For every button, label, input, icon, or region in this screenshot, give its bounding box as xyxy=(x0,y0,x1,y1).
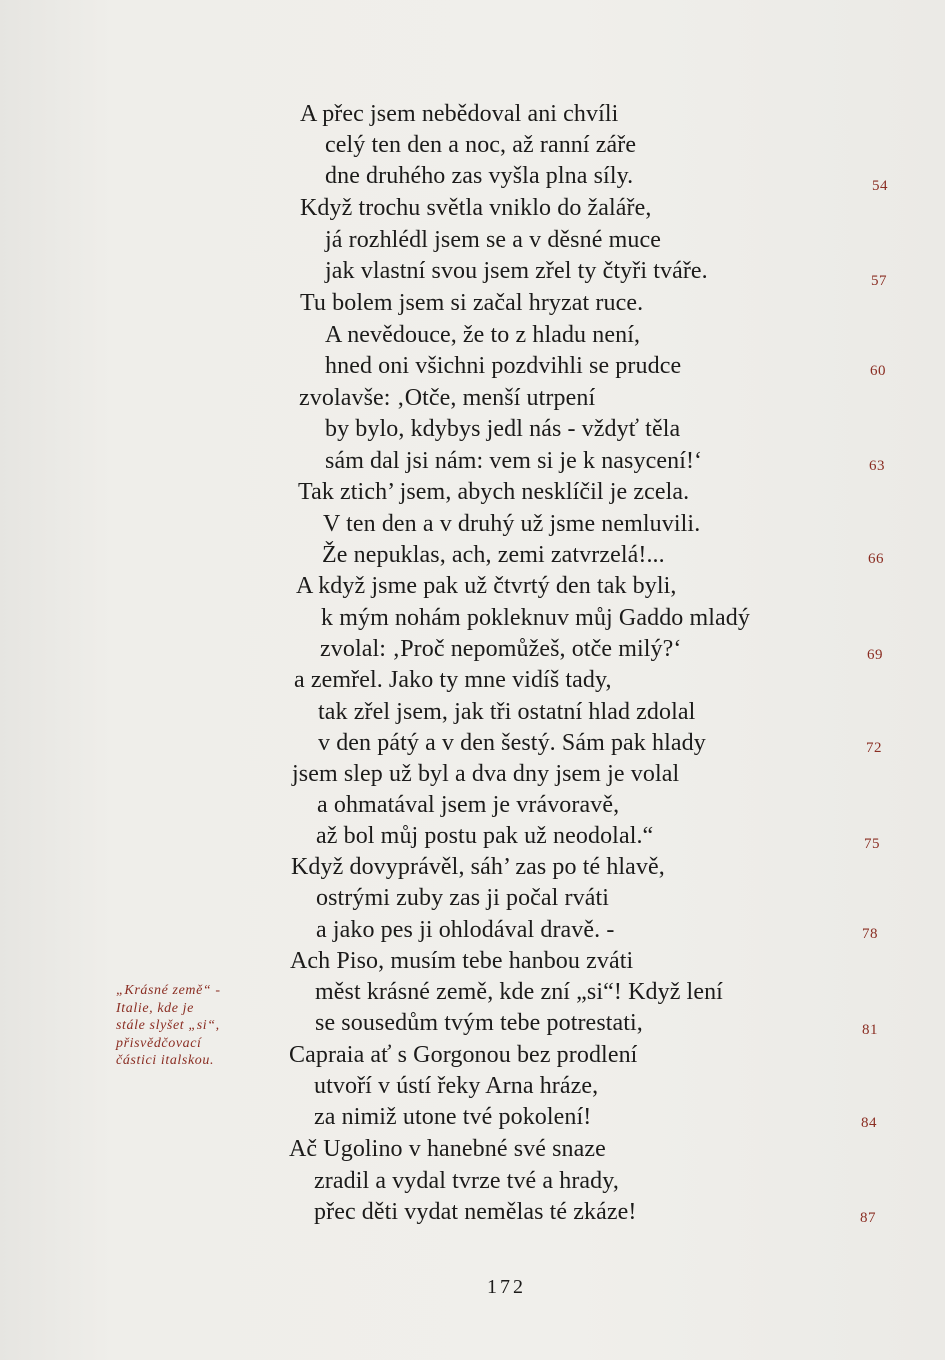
verse-line: jak vlastní svou jsem zřel ty čtyři tváře. xyxy=(325,258,708,284)
line-number: 78 xyxy=(862,926,878,942)
margin-note-line: přisvědčovací xyxy=(116,1035,202,1051)
line-number: 75 xyxy=(864,836,880,852)
margin-note-line: částici italskou. xyxy=(116,1053,215,1069)
verse-line: a zemřel. Jako ty mne vidíš tady, xyxy=(294,667,612,693)
verse-line: se sousedům tvým tebe potrestati, xyxy=(315,1010,643,1036)
line-number: 63 xyxy=(869,458,885,474)
line-number: 69 xyxy=(867,647,883,663)
margin-note-line: „Krásné země“ - xyxy=(116,983,221,998)
line-number: 66 xyxy=(868,551,884,567)
line-number: 81 xyxy=(862,1022,878,1038)
verse-line: dne druhého zas vyšla plna síly. xyxy=(325,163,634,189)
verse-line: A přec jsem nebědoval ani chvíli xyxy=(300,101,619,127)
page-number: 172 xyxy=(487,1276,526,1298)
verse-line: Ach Piso, musím tebe hanbou zváti xyxy=(290,948,634,974)
verse-line: Tu bolem jsem si začal hryzat ruce. xyxy=(300,290,644,316)
verse-line: ostrými zuby zas ji počal rváti xyxy=(316,885,610,911)
line-number: 87 xyxy=(860,1210,876,1226)
verse-line: za nimiž utone tvé pokolení! xyxy=(314,1104,592,1130)
verse-line: tak zřel jsem, jak tři ostatní hlad zdolal xyxy=(318,699,696,725)
verse-line: Že nepuklas, ach, zemi zatvrzelá!... xyxy=(322,542,665,568)
margin-note xyxy=(116,982,266,1070)
verse-line: utvoří v ústí řeky Arna hráze, xyxy=(314,1073,599,1099)
verse-line: Když dovyprávěl, sáh’ zas po té hlavě, xyxy=(291,854,665,880)
verse-line: Ač Ugolino v hanebné své snaze xyxy=(289,1136,606,1162)
margin-note-line: stále slyšet „si“, xyxy=(116,1018,220,1034)
margin-note-line: Italie, kde je xyxy=(116,1000,194,1016)
verse-line: k mým nohám pokleknuv můj Gaddo mladý xyxy=(321,605,750,631)
verse-line: A když jsme pak už čtvrtý den tak byli, xyxy=(296,573,677,599)
verse-line: by bylo, kdybys jedl nás - vždyť těla xyxy=(325,416,681,442)
verse-line: Capraia ať s Gorgonou bez prodlení xyxy=(289,1042,638,1068)
verse-line: zvolal: ‚Proč nepomůžeš, otče milý?‘ xyxy=(320,636,682,662)
verse-line: a ohmatával jsem je vrávoravě, xyxy=(317,792,620,818)
verse-line: zradil a vydal tvrze tvé a hrady, xyxy=(314,1168,619,1194)
verse-line: sám dal jsi nám: vem si je k nasycení!‘ xyxy=(325,448,703,474)
verse-line: až bol můj postu pak už neodolal.“ xyxy=(316,823,654,849)
verse-line: měst krásné země, kde zní „si“! Když lení xyxy=(315,979,723,1005)
verse-line: jsem slep už byl a dva dny jsem je volal xyxy=(292,761,680,787)
verse-line: celý ten den a noc, až ranní záře xyxy=(325,132,637,158)
line-number: 84 xyxy=(861,1115,877,1131)
verse-line: a jako pes ji ohlodával dravě. - xyxy=(316,917,615,943)
verse-line: Tak ztich’ jsem, abych nesklíčil je zcela. xyxy=(298,479,690,505)
verse-line: Když trochu světla vniklo do žaláře, xyxy=(300,195,652,221)
line-number: 54 xyxy=(872,178,888,194)
verse-line: přec děti vydat nemělas té zkáze! xyxy=(314,1199,637,1225)
verse-line: V ten den a v druhý už jsme nemluvili. xyxy=(323,511,701,537)
verse-line: hned oni všichni pozdvihli se prudce xyxy=(325,353,682,379)
verse-line: zvolavše: ‚Otče, menší utrpení xyxy=(299,385,596,411)
verse-line: A nevědouce, že to z hladu není, xyxy=(325,322,641,348)
verse-line: v den pátý a v den šestý. Sám pak hlady xyxy=(318,730,706,756)
line-number: 60 xyxy=(870,363,886,379)
line-number: 57 xyxy=(871,273,887,289)
line-number: 72 xyxy=(866,740,882,756)
verse-line: já rozhlédl jsem se a v děsné muce xyxy=(325,227,661,253)
